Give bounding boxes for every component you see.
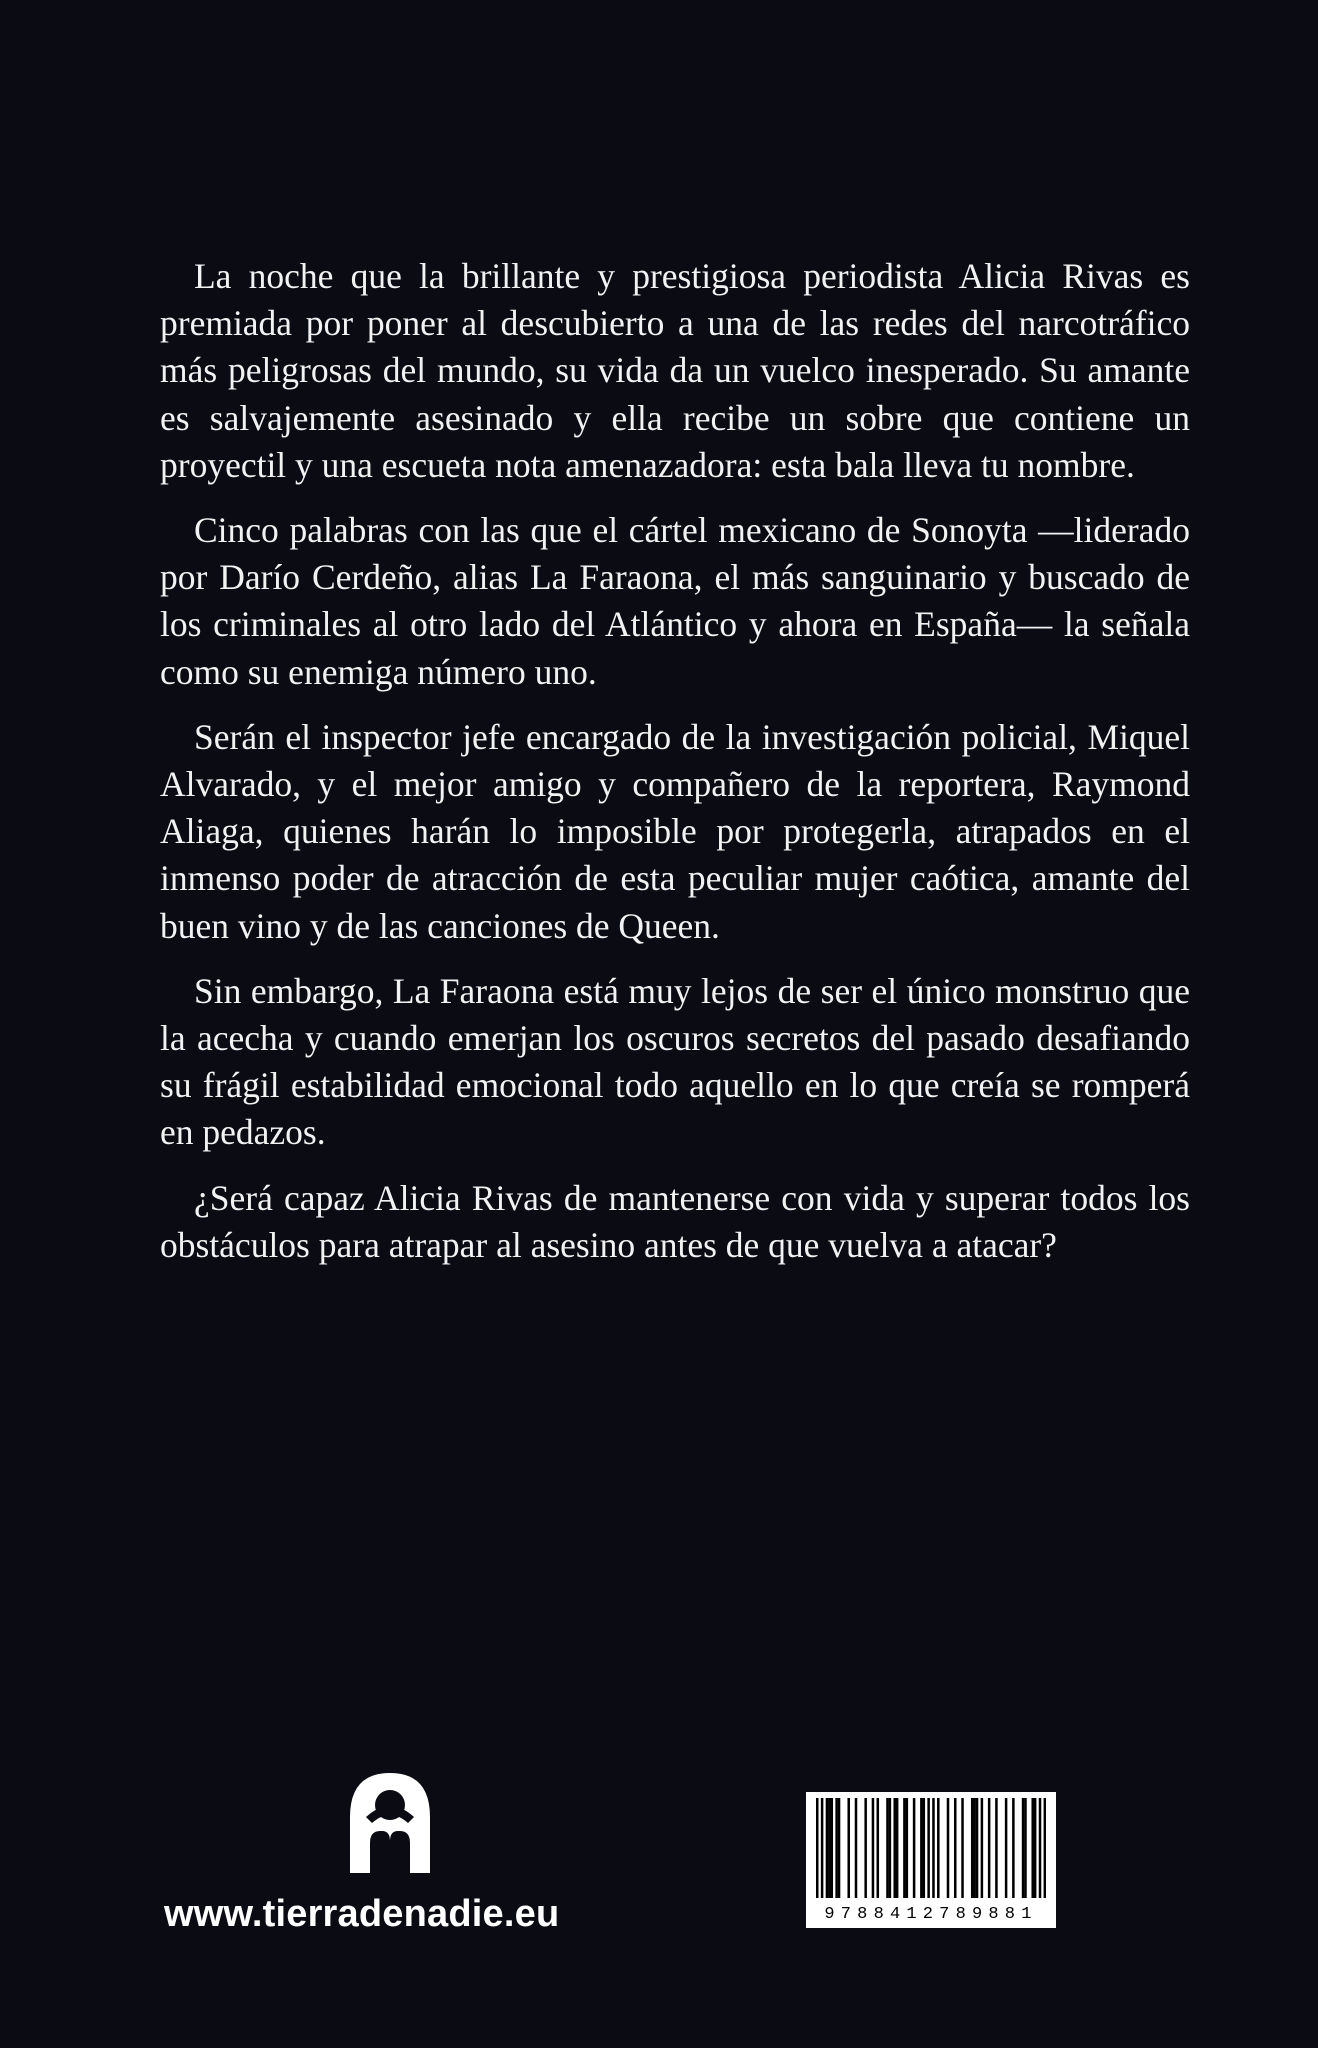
barcode-bar xyxy=(913,1798,916,1898)
barcode-bar xyxy=(877,1798,880,1898)
barcode-bar xyxy=(995,1798,998,1898)
barcode-bar xyxy=(971,1798,974,1898)
barcode-bar xyxy=(920,1798,923,1898)
barcode-bar xyxy=(1034,1798,1037,1898)
synopsis-paragraph: Cinco palabras con las que el cártel mexicano de Sonoyta —liderado por Darío Cerdeño, alias La Faraona, el más sanguinario y buscado de los criminales al otro lado del Atlántico y ahora en España— la señala como su enemiga número uno. xyxy=(160,510,1190,692)
barcode-bar xyxy=(903,1798,906,1898)
barcode-bar xyxy=(954,1798,957,1898)
publisher-url: www.tierradenadie.eu xyxy=(164,1893,560,1935)
barcode-bar xyxy=(932,1798,935,1898)
barcode-bar xyxy=(847,1798,850,1898)
barcode-bar xyxy=(896,1798,899,1898)
synopsis-paragraph: Sin embargo, La Faraona está muy lejos de ser el único monstruo que la acecha y cuando emerjan los oscuros secretos del pasado desafiando su frágil estabilidad emocional todo aquello en lo que creía se romperá en pedazos. xyxy=(160,970,1190,1153)
synopsis-paragraph: La noche que la brillante y prestigiosa periodista Alicia Rivas es premiada por poner al descubierto a una de las redes del narcotráfico más peligrosas del mundo, su vida da un vuelco inesperado. Su amante es salvajemente asesinado y ella recibe un sobre que contiene un proyectil y una escueta nota amenazadora: esta bala lleva tu nombre. xyxy=(160,256,1190,485)
synopsis-paragraph: ¿Será capaz Alicia Rivas de mantenerse con vida y superar todos los obstáculos para atrapar al asesino antes de que vuelva a atacar? xyxy=(160,1177,1190,1265)
barcode-bar xyxy=(1024,1798,1027,1898)
barcode-bar xyxy=(988,1798,991,1898)
synopsis-paragraph: Serán el inspector jefe encargado de la investigación policial, Miquel Alvarado, y el mejor amigo y compañero de la reportera, Raymond Aliaga, quienes harán lo imposible por protegerla, atrapados en el inmenso poder de atracción de esta peculiar mujer caótica, amante del buen vino y de las canciones de Queen. xyxy=(160,716,1190,946)
publisher-logo-icon xyxy=(338,1765,442,1875)
barcode-bar xyxy=(816,1798,819,1898)
barcode-bar xyxy=(906,1798,909,1898)
barcode-bar xyxy=(855,1798,858,1898)
isbn-number: 9788412789881 xyxy=(810,1904,1052,1926)
barcode-bar xyxy=(1031,1798,1034,1898)
back-cover-synopsis xyxy=(160,253,1190,1287)
barcode-bar xyxy=(981,1798,984,1898)
barcode-bar xyxy=(1044,1798,1046,1898)
barcode-bar xyxy=(826,1798,829,1898)
barcode-bar xyxy=(838,1798,841,1898)
barcode-bar xyxy=(872,1798,875,1898)
barcode-bar xyxy=(821,1798,824,1898)
barcode-bars xyxy=(816,1798,1046,1898)
barcode-bar xyxy=(961,1798,964,1898)
barcode-bar xyxy=(889,1798,892,1898)
barcode-bar xyxy=(937,1798,940,1898)
barcode-bar xyxy=(893,1798,896,1898)
barcode-bar xyxy=(927,1798,930,1898)
barcode-bar xyxy=(1022,1798,1025,1898)
barcode-bar xyxy=(947,1798,950,1898)
barcode-bar xyxy=(828,1798,831,1898)
barcode-bar xyxy=(831,1798,834,1898)
barcode-bar xyxy=(1005,1798,1008,1898)
barcode-bar xyxy=(973,1798,976,1898)
barcode-bar xyxy=(923,1798,926,1898)
barcode-bar xyxy=(886,1798,889,1898)
isbn-barcode xyxy=(806,1792,1056,1928)
publisher-block xyxy=(160,1765,620,1965)
barcode-bar xyxy=(976,1798,979,1898)
barcode-bar xyxy=(835,1798,838,1898)
barcode-bar xyxy=(1039,1798,1042,1898)
barcode-bar xyxy=(1012,1798,1015,1898)
barcode-bar xyxy=(864,1798,867,1898)
